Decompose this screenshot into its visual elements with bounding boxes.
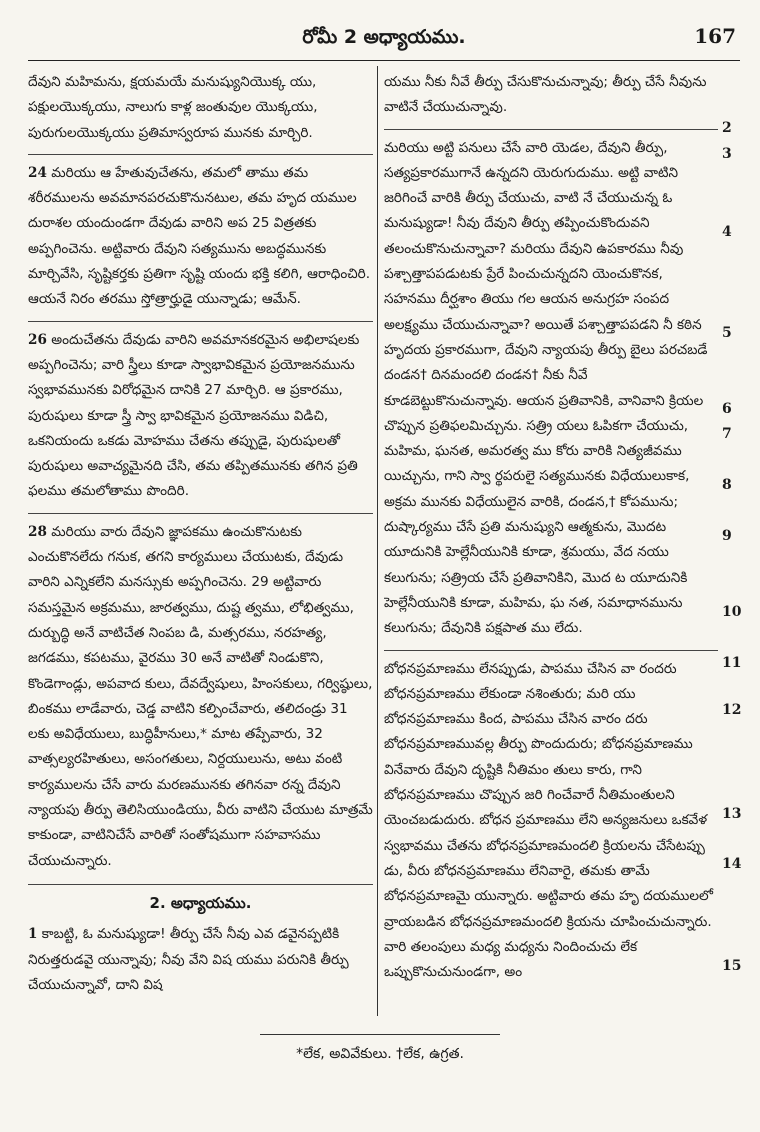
paragraph [384,70,718,121]
margin-verse-number: 2 [722,120,732,136]
margin-verse-number: 10 [722,604,742,620]
margin-verse-number: 3 [722,146,732,162]
right-column [384,70,718,1010]
margin-verse-number: 6 [722,401,732,417]
paragraph [384,650,718,986]
verse-text: బోధనప్రమాణము లేనప్పుడు, పాపము చేసిన వా రందరు బోధనప్రమాణము లేకుండా నశింతురు; మరి యు బోధనప్రమాణము కింద, పాపము చేసిన వారం దరు బోధనప్రమాణమువల్ల తీర్పు పొందుదురు; బోధనప్రమాణము వినేవారు దేవుని దృష్టికి నీతిమం తులు కారు, గాని బోధనప్రమాణము చొప్పున జరి గించేవారే నీతిమంతులని యెంచబడుదురు. బోధన ప్రమాణము లేని అన్యజనులు ఒకవేళ స్వభావము చేతను బోధనప్రమాణమందలి క్రియలను చేసేటప్పు డు, వీరు బోధనప్రమాణము లేనివారై, తమకు తామే బోధనప్రమాణమై యున్నారు. అట్టివారు తమ హృ దయములలో వ్రాయబడిన బోధనప్రమాణమందలి క్రియను చూపించుచున్నారు. వారి తలంపులు మధ్య మధ్యను నిందించుచు లేక ఒప్పుకొనుచునుండగా, అం [384,660,713,981]
footnote: *లేక, అవివేకులు. †లేక, ఉగ్రత. [296,1046,464,1062]
margin-verse-number: 13 [722,806,742,822]
verse-text: మరియు అట్టి పనులు చేసే వారి యెడల, దేవుని తీర్పు, సత్యప్రకారముగానే ఉన్నదని యెరుగుదుము. అట్టి వాటిని జరిగించే వారికి తీర్పు చేయుచు, వాటి నే చేయుచున్న ఓ మనుష్యుడా! నీవు దేవుని తీర్పు తప్పించుకొందువని తలంచుకొనుచున్నావా? మరియు దేవుని ఉపకారము నీవు పశ్చాత్తాపపడుటకు ప్రేరే పించుచున్నదని యెంచుకొనక, సహనము దీర్ఘశాం తియు గల ఆయన అనుగ్రహ సంపద అలక్ష్యము చేయుచున్నావా? అయితే పశ్చాత్తాపపడని నీ కఠిన హృదయ ప్రకారముగా, దేవుని న్యాయపు తీర్పు బైలు పరచబడే దండన† దినమందలి దండన† నీకు నీవే కూడబెట్టుకొనుచున్నావు. ఆయన ప్రతివానికి, వానివాని క్రియల చొప్పున ప్రతిఫలమిచ్చును. సత్ర్రి యలు ఓపికగా చేయుచు, మహిమ, ఘనత, అమరత్వ ము కోరు వారికి నిత్యజీవము యిచ్చును, గాని స్వా ర్థపరులై సత్యమునకు విధేయులుకాక, అక్రమ మునకు విధేయులైన వారికి, దండన,† కోపమును; దుష్కార్యము చేసే ప్రతి మనుష్యుని ఆత్మకును, మొదట యూదునికి హెల్లేనీయునికి కూడా, శ్రమయు, వేద నయు కలుగును; సత్ర్రియ చేసే ప్రతివానికిని, మొద ట యూదునికి హెల్లేనీయునికి కూడా, మహిమ, ఘ నత, సమాధానమును కలుగును; దేవునికి పక్షపాత ము లేదు. [384,139,708,637]
margin-verse-numbers [722,70,752,1010]
margin-verse-number: 5 [722,325,732,341]
chapter-heading: 2. అధ్యాయము. [28,884,373,916]
margin-verse-number: 12 [722,702,742,718]
margin-verse-number: 9 [722,528,732,544]
paragraph [28,70,373,146]
margin-verse-number: 15 [722,958,742,974]
verse-text: దేవుని మహిమను, క్షయమయే మనుష్యునియొక్క యు, పక్షులయొక్కయు, నాలుగు కాళ్ల జంతువుల యొక్కయు, పురుగులయొక్కయు ప్రతిమాస్వరూప మునకు మార్చిరి. [28,74,318,141]
footnote-rule [260,1034,500,1035]
column-divider [377,66,378,1016]
verse-text: అందుచేతను దేవుడు వారిని అవమానకరమైన అభిలాషలకు అప్పగించెను; వారి స్త్రీలు కూడా స్వాభావికమైన ప్రయోజనమును స్వభావమునకు విరోధమైన దానికి 27 మార్చిరి. ఆ ప్రకారము, పురుషులు కూడా స్త్రీ స్వా భావికమైన ప్రయోజనము విడిచి, ఒకనియందు ఒకడు మోహము చేతను తప్పుడై, పురుషులతో పురుషులు అవాచ్యమైనది చేసి, తమ తప్పితమునకు తగిన ప్రతి ఫలము తమలోతాము పొందిరి. [28,331,360,500]
page-number: 167 [694,24,736,48]
verse-text: యము నీకు నీవే తీర్పు చేసుకొనుచున్నావు; తీర్పు చేసే నీవును వాటినే చేయుచున్నావు. [384,74,707,116]
margin-verse-number: 7 [722,426,732,442]
margin-verse-number: 14 [722,856,742,872]
paragraph [384,129,718,642]
paragraph [28,154,373,313]
margin-verse-number: 8 [722,477,732,493]
left-column [28,70,373,1010]
paragraph [28,922,373,998]
page-title: రోమీ 2 అధ్యాయము. [302,26,466,48]
paragraph [28,321,373,505]
verse-number: 26 [28,331,47,348]
margin-verse-number: 11 [722,655,742,671]
verse-number: 28 [28,523,47,540]
verse-text: కాబట్టి, ఓ మనుష్యుడా! తీర్పు చేసే నీవు ఎవ డవైనప్పటికి నిరుత్తరుడవై యున్నావు; నీవు వేని విష యము పరునికి తీర్పు చేయుచున్నావో, దాని విష [28,926,349,993]
verse-text: మరియు ఆ హేతువుచేతను, తమలో తాము తమ శరీరములను అవమానపరచుకొనునటుల, తమ హృద యముల దురాశల యందుండగా దేవుడు వారిని అప 25 విత్రతకు అప్పగించెను. అట్టివారు దేవుని సత్యమును అబద్ధమునకు మార్చివేసి, సృష్టికర్తకు ప్రతిగా సృష్టి యందు భక్తి కలిగి, ఆరాధించిరి. ఆయనే నిరం తరము స్తోత్రార్హుడై యున్నాడు; ఆమేన్. [28,164,371,308]
verse-text: మరియు వారు దేవుని జ్ఞాపకము ఉంచుకొనుటకు ఎంచుకొనలేదు గనుక, తగని కార్యములు చేయుటకు, దేవుడు వారిని ఎన్నికలేని మనస్సుకు అప్పగించెను. 29 అట్టివారు సమస్తమైన అక్రమము, జారత్వము, దుష్ట త్వము, లోభిత్వము, దుర్బుద్ధి అనే వాటిచేత నింపబ డి, మత్సరము, నరహత్య, జగడము, కపటము, వైరము 30 అనే వాటితో నిండుకొని, కొండెగాండ్లు, అపవాద కులు, దేవద్వేషులు, హింసకులు, గర్విష్ఠులు, బింకము లాడేవారు, చెడ్డ వాటిని కల్పించేవారు, తలిదండ్రు 31 లకు అవిధేయులు, బుద్ధిహీనులు,* మాట తప్పేవారు, 32 వాత్సల్యరహితులు, అసంగతులు, నిర్దయులును, అటు వంటి కార్యములను చేసే వారు మరణమునకు తగినవా రన్న దేవుని న్యాయపు తీర్పు తెలిసియుండియు, వీరు వాటిని చేయుట మాత్రమే కాకుండా, వాటినిచేసే వారితో సంతోషముగా సహవాసము చేయుచున్నారు. [28,523,373,869]
verse-number: 1 [28,926,38,943]
margin-verse-number: 4 [722,224,732,240]
page-header [28,20,740,61]
verse-number: 24 [28,164,47,181]
paragraph [28,513,373,874]
